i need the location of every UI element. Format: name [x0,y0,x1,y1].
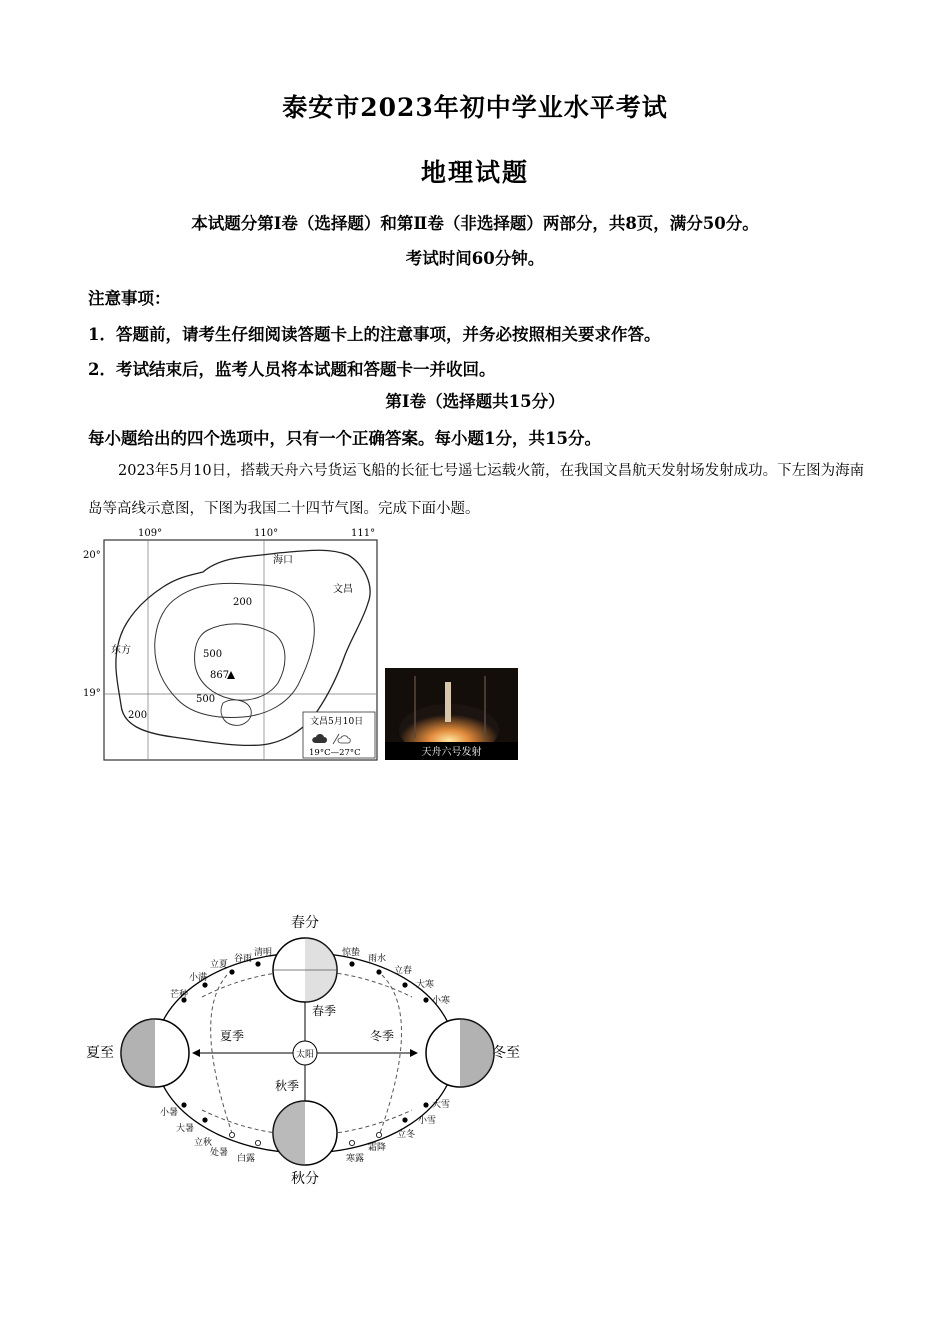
note-item-2: 2．考试结束后，监考人员将本试题和答题卡一并收回。 [88,360,496,379]
contour-label-500-north: 500 [203,649,223,660]
place-haikou: 海口 [273,555,293,566]
section-title: 第Ⅰ卷（选择题共15分） [385,392,565,411]
place-wenchang: 文昌 [333,584,353,595]
section-instruction: 每小题给出的四个选项中，只有一个正确答案。每小题1分，共15分。 [88,429,601,448]
earth-winter-solstice [426,1019,494,1087]
term-bailu: 白露 [237,1154,256,1164]
term-jingzhe: 惊蛰 [342,948,361,958]
intro-line-1: 本试题分第Ⅰ卷（选择题）和第Ⅱ卷（非选择题）两部分，共8页，满分50分。 [191,214,759,233]
term-yushui: 雨水 [368,954,387,964]
hainan-contour-map [83,525,383,765]
lon-label-109: 109° [138,528,163,539]
exam-title: 泰安市2023年初中学业水平考试 [282,93,668,122]
term-qingming: 清明 [254,948,273,958]
term-liqiu: 立秋 [194,1138,213,1148]
label-summer-solstice: 夏至 [86,1045,114,1061]
term-dashu: 大暑 [176,1124,195,1134]
season-winter: 冬季 [369,1029,395,1043]
term-xiaohan: 小寒 [432,996,451,1006]
season-autumn: 秋季 [274,1079,300,1093]
note-item-1: 1．答题前，请考生仔细阅读答题卡上的注意事项，并务必按照相关要求作答。 [88,325,661,344]
question-passage: 2023年5月10日，搭载天舟六号货运飞船的长征七号遥七运载火箭，在我国文昌航天发射场发射成功。下左图为海南岛等高线示意图，下图为我国二十四节气图。完成下面小题。 [88,463,865,517]
subject-title: 地理试题 [420,158,529,187]
intro-line-2: 考试时间60分钟。 [405,249,545,268]
launch-photo [385,668,518,760]
term-guyu: 谷雨 [234,954,253,964]
lon-label-110: 110° [254,528,279,539]
contour-label-200-north: 200 [233,597,253,608]
term-lichun: 立春 [394,966,413,976]
peak-elevation-867: 867 [210,670,230,681]
sun-label: 太阳 [295,1050,315,1060]
term-mangzhong: 芒种 [170,990,189,1000]
term-chushu: 处暑 [210,1148,229,1158]
term-xiaoxue: 小雪 [418,1116,437,1126]
contour-label-200-south: 200 [128,710,148,721]
term-shuangjiang: 霜降 [368,1143,387,1153]
label-winter-solstice: 冬至 [492,1045,520,1061]
season-spring: 春季 [311,1004,337,1018]
contour-label-500-south: 500 [196,694,216,705]
term-lidong: 立冬 [397,1130,416,1140]
term-dahan: 大寒 [416,980,435,990]
notes-heading: 注意事项： [88,289,171,308]
term-daxue: 大雪 [432,1100,451,1110]
photo-caption: 天舟六号发射 [421,747,482,758]
season-summer: 夏季 [219,1029,245,1043]
term-xiaoshu: 小暑 [160,1108,179,1118]
label-spring-equinox: 春分 [291,915,319,931]
place-dongfang: 东方 [111,645,131,656]
term-hanlu: 寒露 [346,1154,365,1164]
solar-terms-diagram [82,905,542,1190]
earth-summer-solstice [121,1019,189,1087]
earth-autumn-equinox [273,1101,337,1165]
term-lixia: 立夏 [210,960,229,970]
lat-label-20: 20° [83,550,101,561]
lat-label-19: 19° [83,688,101,699]
weather-box-title: 文昌5月10日 [310,717,364,727]
lon-label-111: 111° [351,528,376,539]
label-autumn-equinox: 秋分 [291,1171,319,1187]
weather-box-temp: 19°C—27°C [309,748,361,758]
earth-spring-equinox [273,938,337,1002]
term-xiaoman: 小满 [189,973,208,983]
